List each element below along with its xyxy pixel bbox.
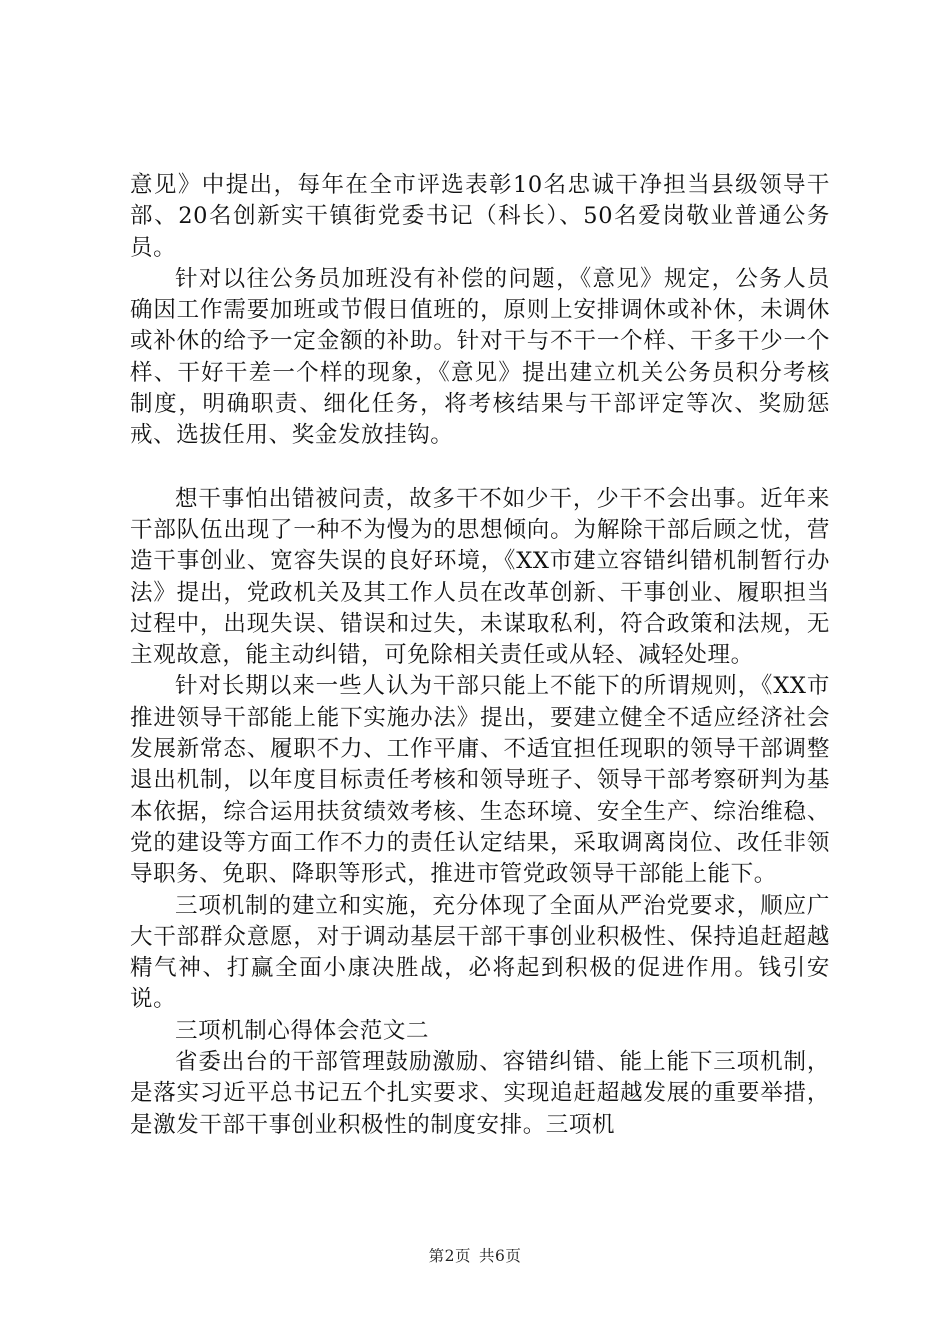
page-number: 第2页 xyxy=(428,1247,471,1265)
paragraph-conclusion: 三项机制的建立和实施，充分体现了全面从严治党要求，顺应广大干部群众意愿，对于调动基层干部干事创业积极性、保持追赶超越精气神、打赢全面小康决胜战，必将起到积极的促进作用。钱引安说。 xyxy=(130,892,830,1013)
paragraph-overtime: 针对以往公务员加班没有补偿的问题，《意见》规定，公务人员确因工作需要加班或节假日值班的，原则上安排调休或补休，未调休或补休的给予一定金额的补助。针对干与不干一个样、干多干少一个样、干好干差一个样的现象，《意见》提出建立机关公务员积分考核制度，明确职责、细化任务，将考核结果与干部评定等次、奖励惩戒、选拔任用、奖金发放挂钩。 xyxy=(130,265,830,449)
document-body xyxy=(130,170,830,1141)
page-total: 共6页 xyxy=(479,1247,522,1265)
paragraph-gap xyxy=(130,452,830,484)
paragraph-up-down: 针对长期以来一些人认为干部只能上不能下的所谓规则，《XX市推进领导干部能上能下实施办法》提出，要建立健全不适应经济社会发展新常态、履职不力、工作平庸、不适宜担任现职的领导干部调整退出机制，以年度目标责任考核和领导班子、领导干部考察研判为基本依据，综合运用扶贫绩效考核、生态环境、安全生产、综治维稳、党的建设等方面工作不力的责任认定结果，采取调离岗位、改任非领导职务、免职、降职等形式，推进市管党政领导干部能上能下。 xyxy=(130,673,830,888)
paragraph-continuation: 意见》中提出，每年在全市评选表彰10名忠诚干净担当县级领导干部、20名创新实干镇街党委书记（科长）、50名爱岗敬业普通公务员。 xyxy=(130,172,830,261)
paragraph-sample-two: 省委出台的干部管理鼓励激励、容错纠错、能上能下三项机制，是落实习近平总书记五个扎实要求、实现追赶超越发展的重要举措，是激发干部干事创业积极性的制度安排。三项机 xyxy=(130,1049,830,1138)
section-heading: 三项机制心得体会范文二 xyxy=(175,1017,430,1044)
paragraph-error-tolerance: 想干事怕出错被问责，故多干不如少干，少干不会出事。近年来干部队伍出现了一种不为慢为的思想倾向。为解除干部后顾之忧，营造干事创业、宽容失误的良好环境，《XX市建立容错纠错机制暂行办法》提出，党政机关及其工作人员在改革创新、干事创业、履职担当过程中，出现失误、错误和过失，未谋取私利，符合政策和法规，无主观故意，能主动纠错，可免除相关责任或从轻、减轻处理。 xyxy=(130,485,830,669)
page-footer xyxy=(0,1244,950,1266)
